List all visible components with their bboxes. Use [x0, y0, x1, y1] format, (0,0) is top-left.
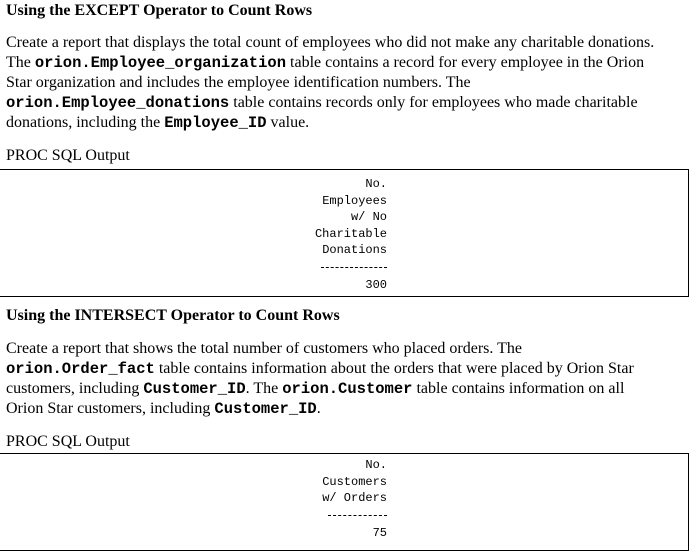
- column-header-line: No.: [365, 458, 387, 472]
- column-underline: [321, 267, 387, 268]
- paragraph-line: [6, 33, 692, 53]
- paragraph-line: [6, 359, 692, 379]
- paragraph-line: [6, 339, 692, 359]
- output-box-intersect: [0, 453, 689, 551]
- text-run: table contains records only for employees who made charitable: [229, 94, 638, 111]
- text-run: The: [6, 54, 35, 71]
- column-header-line: Donations: [322, 243, 387, 257]
- proc-sql-output-label-except: PROC SQL Output: [6, 147, 130, 164]
- text-run: Star organization and includes the employee identification numbers. The: [6, 74, 471, 91]
- section-heading-intersect: Using the INTERSECT Operator to Count Rows: [6, 307, 340, 324]
- inline-code: Customer_ID: [214, 400, 317, 418]
- text-run: Orion Star customers, including: [6, 400, 215, 417]
- text-run: customers, including: [6, 380, 144, 397]
- text-run: donations, including the: [6, 114, 165, 131]
- section-heading-except: Using the EXCEPT Operator to Count Rows: [6, 2, 313, 19]
- text-run: Create a report that displays the total count of employees who did not make any charitable donations.: [6, 34, 655, 51]
- paragraph-line: [6, 113, 692, 133]
- paragraph-line: [6, 399, 692, 419]
- text-run: table contains information on all: [412, 380, 625, 397]
- output-column-except: [315, 176, 387, 293]
- inline-code: Customer_ID: [143, 380, 246, 398]
- output-box-except: [0, 169, 689, 297]
- inline-code: orion.Employee_donations: [6, 94, 230, 112]
- paragraph-line: [6, 53, 692, 73]
- inline-code: orion.Order_fact: [6, 360, 155, 378]
- text-run: value.: [266, 114, 310, 131]
- text-run: .: [316, 400, 321, 417]
- column-header-line: w/ Orders: [322, 491, 387, 505]
- proc-sql-output-label-intersect: PROC SQL Output: [6, 433, 130, 450]
- description-paragraph-intersect: [6, 339, 692, 419]
- text-run: Create a report that shows the total number of customers who placed orders. The: [6, 340, 522, 357]
- text-run: . The: [245, 380, 283, 397]
- output-value: 300: [365, 277, 387, 292]
- output-value: 75: [372, 525, 387, 540]
- column-header-line: w/ No: [350, 210, 387, 224]
- paragraph-line: [6, 73, 692, 93]
- description-paragraph-except: [6, 33, 692, 133]
- column-header-line: Charitable: [314, 226, 387, 241]
- column-header-line: No.: [365, 177, 387, 191]
- text-run: table contains a record for every employee in the Orion: [286, 54, 645, 71]
- column-header-line: Customers: [322, 474, 387, 489]
- inline-code: orion.Customer: [282, 380, 413, 398]
- column-header-line: Employees: [322, 193, 387, 208]
- inline-code: Employee_ID: [164, 114, 267, 132]
- text-run: table contains information about the orders that were placed by Orion Star: [154, 360, 634, 377]
- inline-code: orion.Employee_organization: [34, 54, 287, 72]
- paragraph-line: [6, 93, 692, 113]
- output-column-intersect: [322, 457, 387, 541]
- column-underline: [328, 515, 387, 516]
- paragraph-line: [6, 379, 692, 399]
